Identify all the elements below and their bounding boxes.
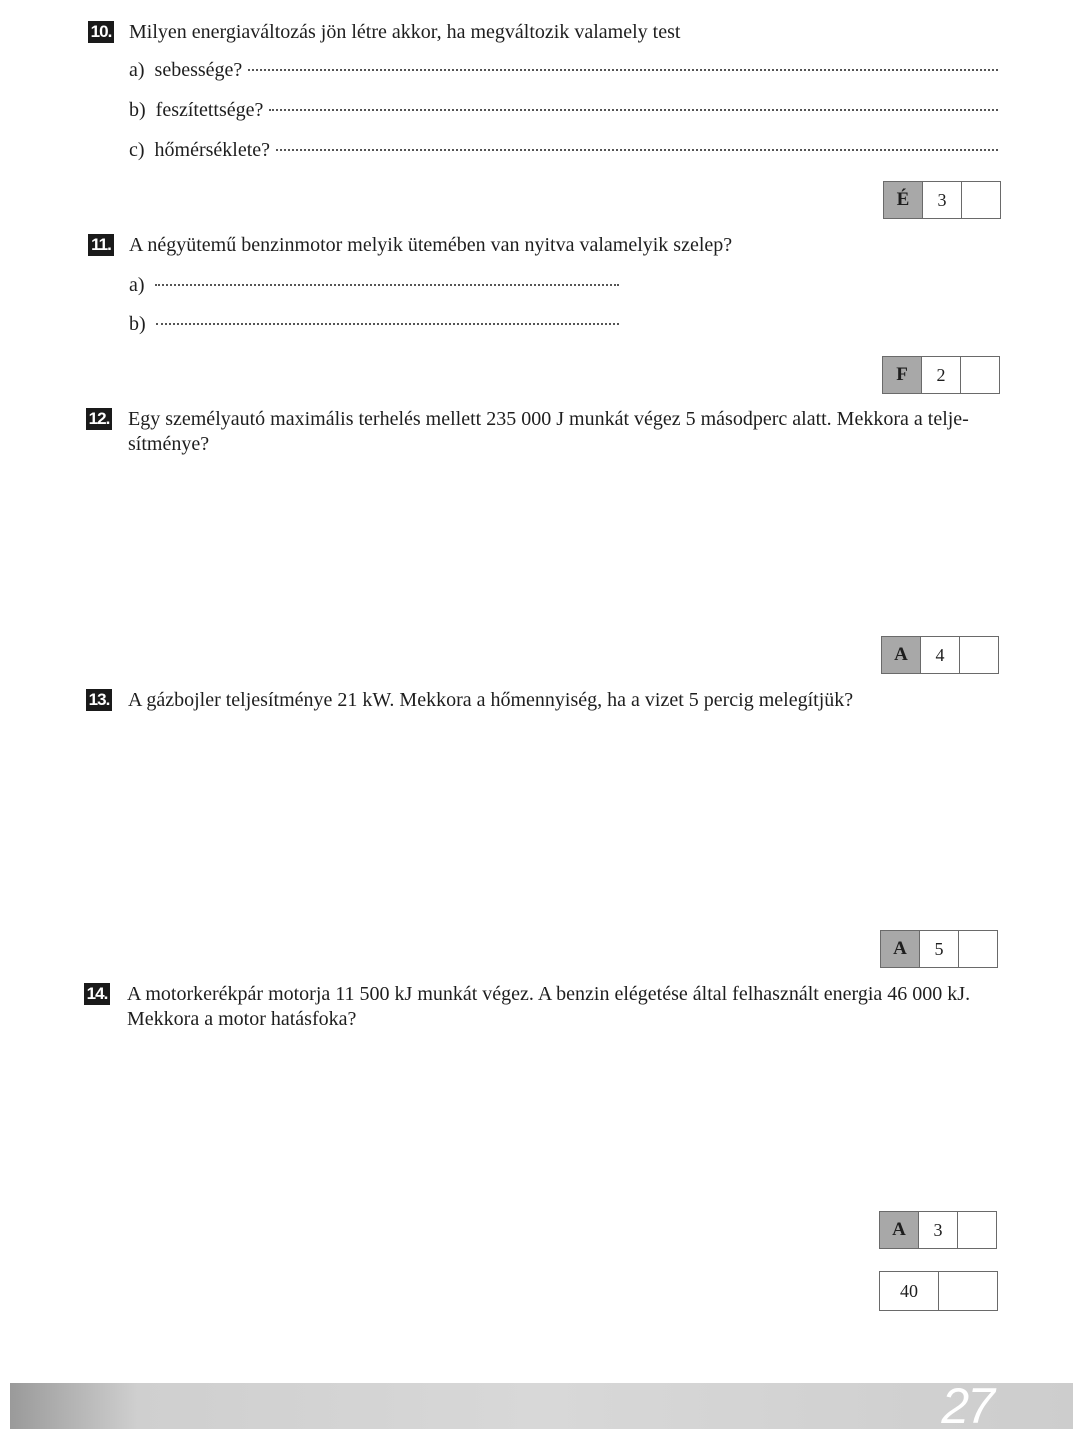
sub-letter: b) [129,99,146,121]
question-number-11: 11. [88,234,114,256]
question-number-10: 10. [88,21,114,43]
answer-area-14[interactable] [127,1045,997,1195]
total-score-box [879,1271,998,1311]
score-points: 5 [920,931,959,967]
answer-area-12[interactable] [128,470,998,620]
dotted-answer-line [155,284,619,286]
score-points: 3 [919,1212,958,1248]
footer-band [10,1378,1073,1434]
score-category: F [883,357,922,393]
score-earned-field[interactable] [958,1212,996,1248]
question-number-13: 13. [86,689,112,711]
score-category: A [881,931,920,967]
sub-letter: b) [129,313,146,335]
answer-line-10a[interactable] [129,58,998,83]
sub-letter: c) [129,139,145,161]
answer-line-10c[interactable] [129,138,998,163]
sub-label: hőmérséklete? [154,139,271,161]
score-category: A [882,637,921,673]
page-number: 27 [941,1378,993,1434]
total-points: 40 [880,1272,939,1310]
question-number-14: 14. [84,983,110,1005]
score-earned-field[interactable] [960,637,998,673]
dotted-answer-line [269,109,998,111]
total-earned-field[interactable] [939,1272,997,1310]
score-earned-field[interactable] [959,931,997,967]
dotted-answer-line [248,69,998,71]
score-earned-field[interactable] [961,357,999,393]
score-box-11 [882,356,1000,394]
question-10-text: Milyen energiaváltozás jön létre akkor, ha megváltozik valamely test [129,21,681,43]
score-category: A [880,1212,919,1248]
dotted-answer-line [156,323,619,325]
score-box-12 [881,636,999,674]
answer-line-10b[interactable] [129,98,998,123]
answer-line-11b[interactable] [129,312,619,337]
score-points: 3 [923,182,962,218]
sub-label: sebessége? [154,59,243,81]
question-14-text: A motorkerékpár motorja 11 500 kJ munkát végez. A benzin elégetése által felhasznált energia 46 000 kJ. Mekkora a motor hatásfoka? [127,983,971,1030]
score-earned-field[interactable] [962,182,1000,218]
question-13-text: A gázbojler teljesítménye 21 kW. Mekkora a hőmennyiség, ha a vizet 5 percig melegítjük? [128,689,854,711]
question-12-text: Egy személyautó maximális terhelés mellett 235 000 J munkát végez 5 másodperc alatt. Mekkora a telje-sítménye? [128,408,969,455]
answer-line-11a[interactable] [129,273,619,298]
score-category: É [884,182,923,218]
question-number-12: 12. [86,408,112,430]
dotted-answer-line [276,149,998,151]
sub-letter: a) [129,274,145,296]
score-box-14 [879,1211,997,1249]
score-points: 4 [921,637,960,673]
score-box-10 [883,181,1001,219]
sub-label: feszítettsége? [155,99,264,121]
score-box-13 [880,930,998,968]
sub-letter: a) [129,59,145,81]
question-11-text: A négyütemű benzinmotor melyik ütemében van nyitva valamelyik szelep? [129,234,733,256]
score-points: 2 [922,357,961,393]
answer-area-13[interactable] [128,730,998,915]
